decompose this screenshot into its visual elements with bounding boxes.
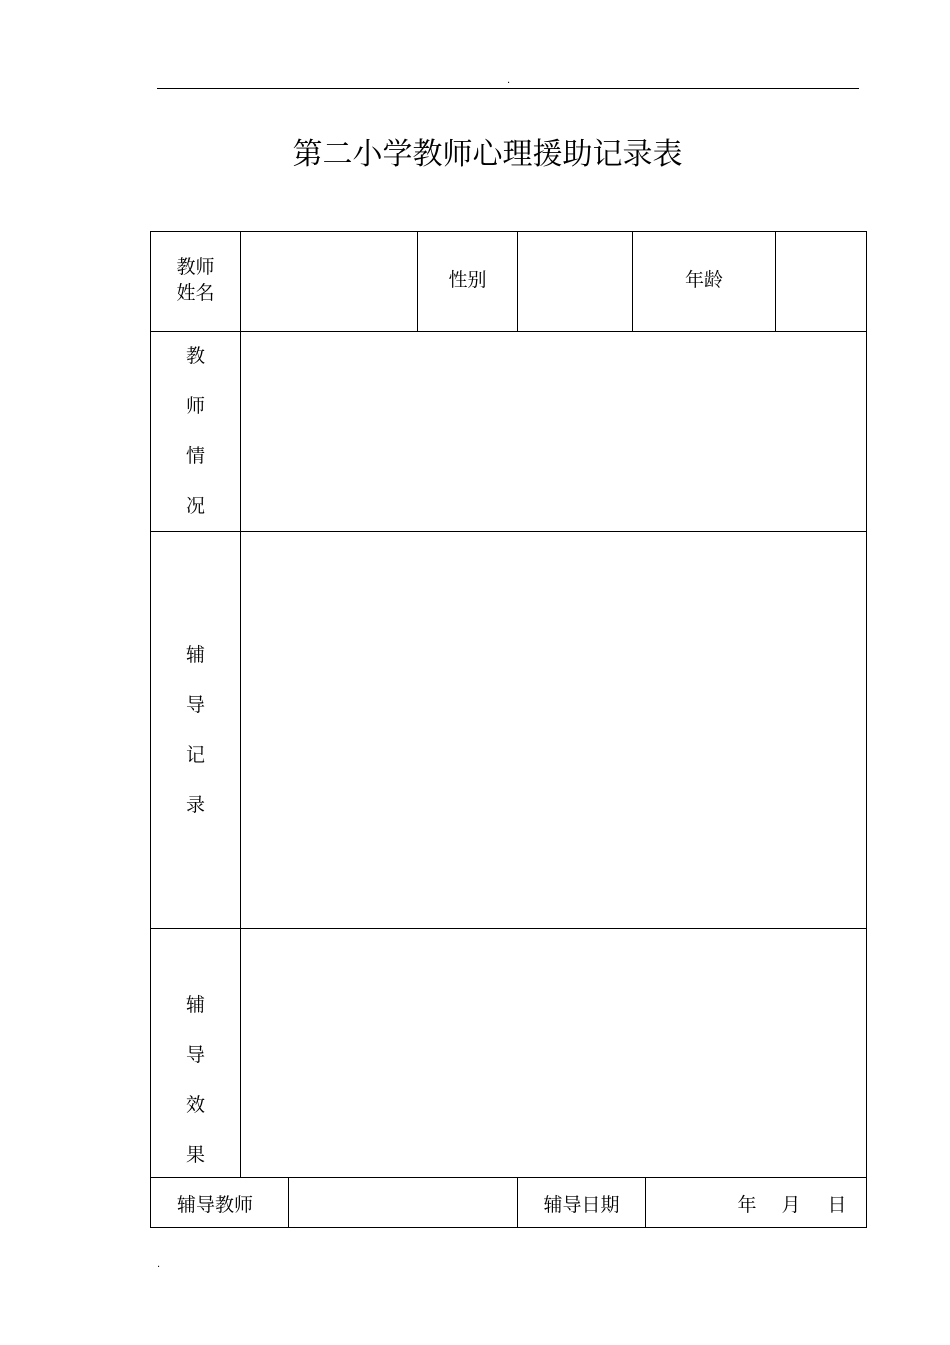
counseling-effect-char-4: 果: [185, 1144, 205, 1166]
counseling-record-field[interactable]: [241, 532, 866, 928]
counseling-record-char-2: 导: [185, 694, 205, 716]
teacher-situation-char-2: 师: [185, 395, 205, 417]
footer-dot: .: [157, 1259, 161, 1270]
date-month-label: 月: [781, 1194, 801, 1216]
record-form-table: [150, 231, 867, 1228]
counselor-field[interactable]: [289, 1178, 517, 1227]
teacher-situation-char-1: 教: [185, 345, 205, 367]
counselor-label: 辅导教师: [176, 1194, 253, 1216]
counseling-effect-label: [151, 980, 240, 1180]
teacher-situation-char-4: 况: [185, 495, 205, 517]
age-field[interactable]: [776, 232, 866, 331]
counseling-effect-char-1: 辅: [185, 994, 205, 1016]
counseling-effect-char-2: 导: [185, 1044, 205, 1066]
teacher-name-field[interactable]: [241, 232, 417, 331]
teacher-name-label-line2: 姓名: [176, 282, 215, 304]
page-title: 第二小学教师心理援助记录表: [292, 137, 683, 172]
date-day-label: 日: [827, 1194, 847, 1216]
date-label: 辅导日期: [543, 1194, 620, 1216]
teacher-situation-field[interactable]: [241, 332, 866, 531]
counseling-record-label: [151, 630, 240, 830]
counseling-effect-char-3: 效: [185, 1094, 205, 1116]
teacher-situation-label: [151, 331, 240, 531]
gender-field[interactable]: [518, 232, 632, 331]
age-label: 年龄: [684, 269, 723, 291]
teacher-name-label-line1: 教师: [176, 256, 215, 278]
counseling-effect-field[interactable]: [241, 929, 866, 1177]
teacher-situation-char-3: 情: [185, 445, 205, 467]
header-dot: .: [507, 75, 511, 86]
counseling-record-char-4: 录: [185, 794, 205, 816]
counseling-record-char-3: 记: [185, 744, 205, 766]
date-year-label: 年: [737, 1194, 757, 1216]
gender-label: 性别: [448, 269, 487, 291]
header-rule: [157, 88, 859, 89]
teacher-name-label: [151, 242, 240, 318]
counseling-record-char-1: 辅: [185, 644, 205, 666]
